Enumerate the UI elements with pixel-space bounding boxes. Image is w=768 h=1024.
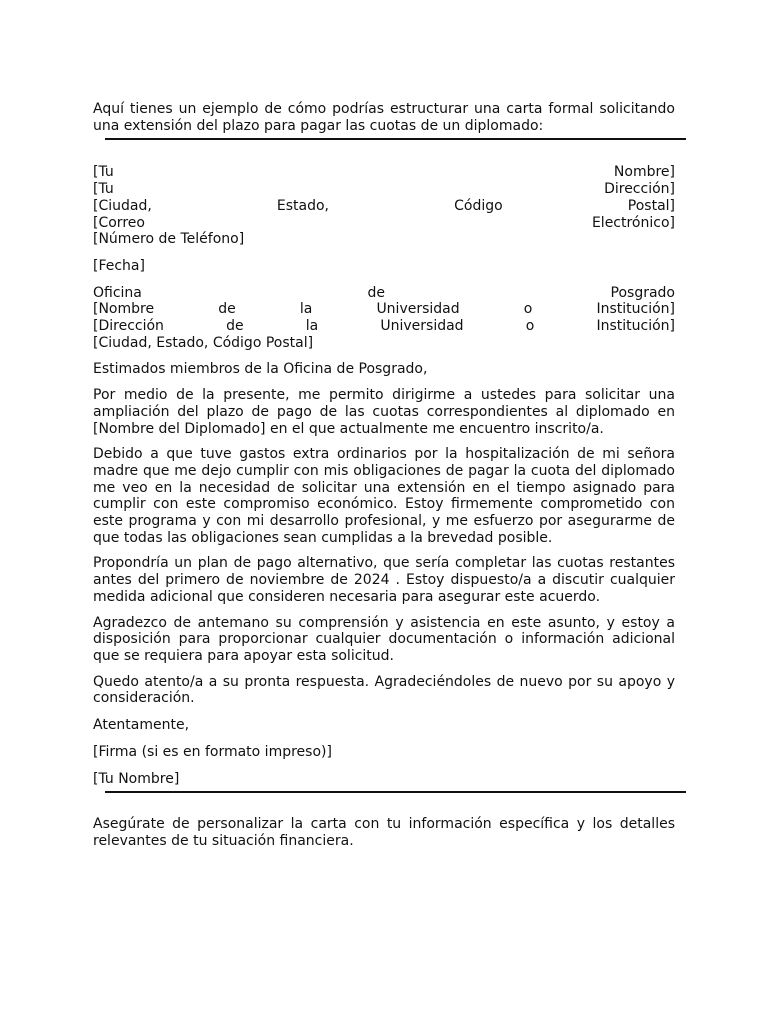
body-paragraph-5: Quedo atento/a a su pronta respuesta. Agradeciéndoles de nuevo por su apoyo y consideración. (93, 673, 675, 707)
signature-line: [Firma (si es en formato impreso)] (93, 743, 332, 760)
sender-email: [Correo Electrónico] (93, 214, 675, 231)
recipient-city: [Ciudad, Estado, Código Postal] (93, 334, 314, 351)
sender-city: [Ciudad, Estado, Código Postal] (93, 197, 675, 214)
document-page (93, 101, 675, 850)
bottom-divider (105, 791, 686, 793)
closing: Atentamente, (93, 717, 190, 734)
sender-name: [Tu Nombre] (93, 164, 675, 181)
sender-phone: [Número de Teléfono] (93, 231, 245, 248)
date-line: [Fecha] (93, 257, 145, 274)
top-divider (105, 138, 686, 140)
sender-block (93, 164, 675, 248)
salutation: Estimados miembros de la Oficina de Posgrado, (93, 361, 428, 378)
recipient-address: [Dirección de la Universidad o Institución] (93, 318, 675, 335)
recipient-university: [Nombre de la Universidad o Institución] (93, 301, 675, 318)
intro-line-2: una extensión del plazo para pagar las cuotas de un diplomado: (93, 117, 544, 134)
body-paragraph-3: Propondría un plan de pago alternativo, que sería completar las cuotas restantes antes del primero de noviembre de 2024 . Estoy dispuesto/a a discutir cualquier medida adicional que consideren necesaria para asegurar este acuerdo. (93, 555, 675, 605)
intro-line-1: Aquí tienes un ejemplo de cómo podrías estructurar una carta formal solicitando (93, 101, 675, 117)
recipient-block (93, 285, 675, 352)
sender-name-footer: [Tu Nombre] (93, 770, 180, 787)
body-paragraph-1: Por medio de la presente, me permito dirigirme a ustedes para solicitar una ampliación del plazo de pago de las cuotas correspondientes al diplomado en [Nombre del Diplomado] en el que actualmente me encuentro inscrito/a. (93, 387, 675, 437)
body-paragraph-2: Debido a que tuve gastos extra ordinarios por la hospitalización de mi señora madre que me dejo cumplir con mis obligaciones de pagar la cuota del diplomado me veo en la necesidad de solicitar una extensión en el tiempo asignado para cumplir con este compromiso económico. Estoy firmemente comprometido con este programa y con mi desarrollo profesional, y me esfuerzo por asegurarme de que todas las obligaciones sean cumplidas a la brevedad posible. (93, 446, 675, 546)
recipient-office: Oficina de Posgrado (93, 284, 675, 301)
outro-text: Asegúrate de personalizar la carta con tu información específica y los detalles relevantes de tu situación financiera. (93, 816, 675, 849)
sender-address: [Tu Dirección] (93, 181, 675, 198)
body-paragraph-4: Agradezco de antemano su comprensión y asistencia en este asunto, y estoy a disposición para proporcionar cualquier documentación o información adicional que se requiera para apoyar esta solicitud. (93, 614, 675, 664)
